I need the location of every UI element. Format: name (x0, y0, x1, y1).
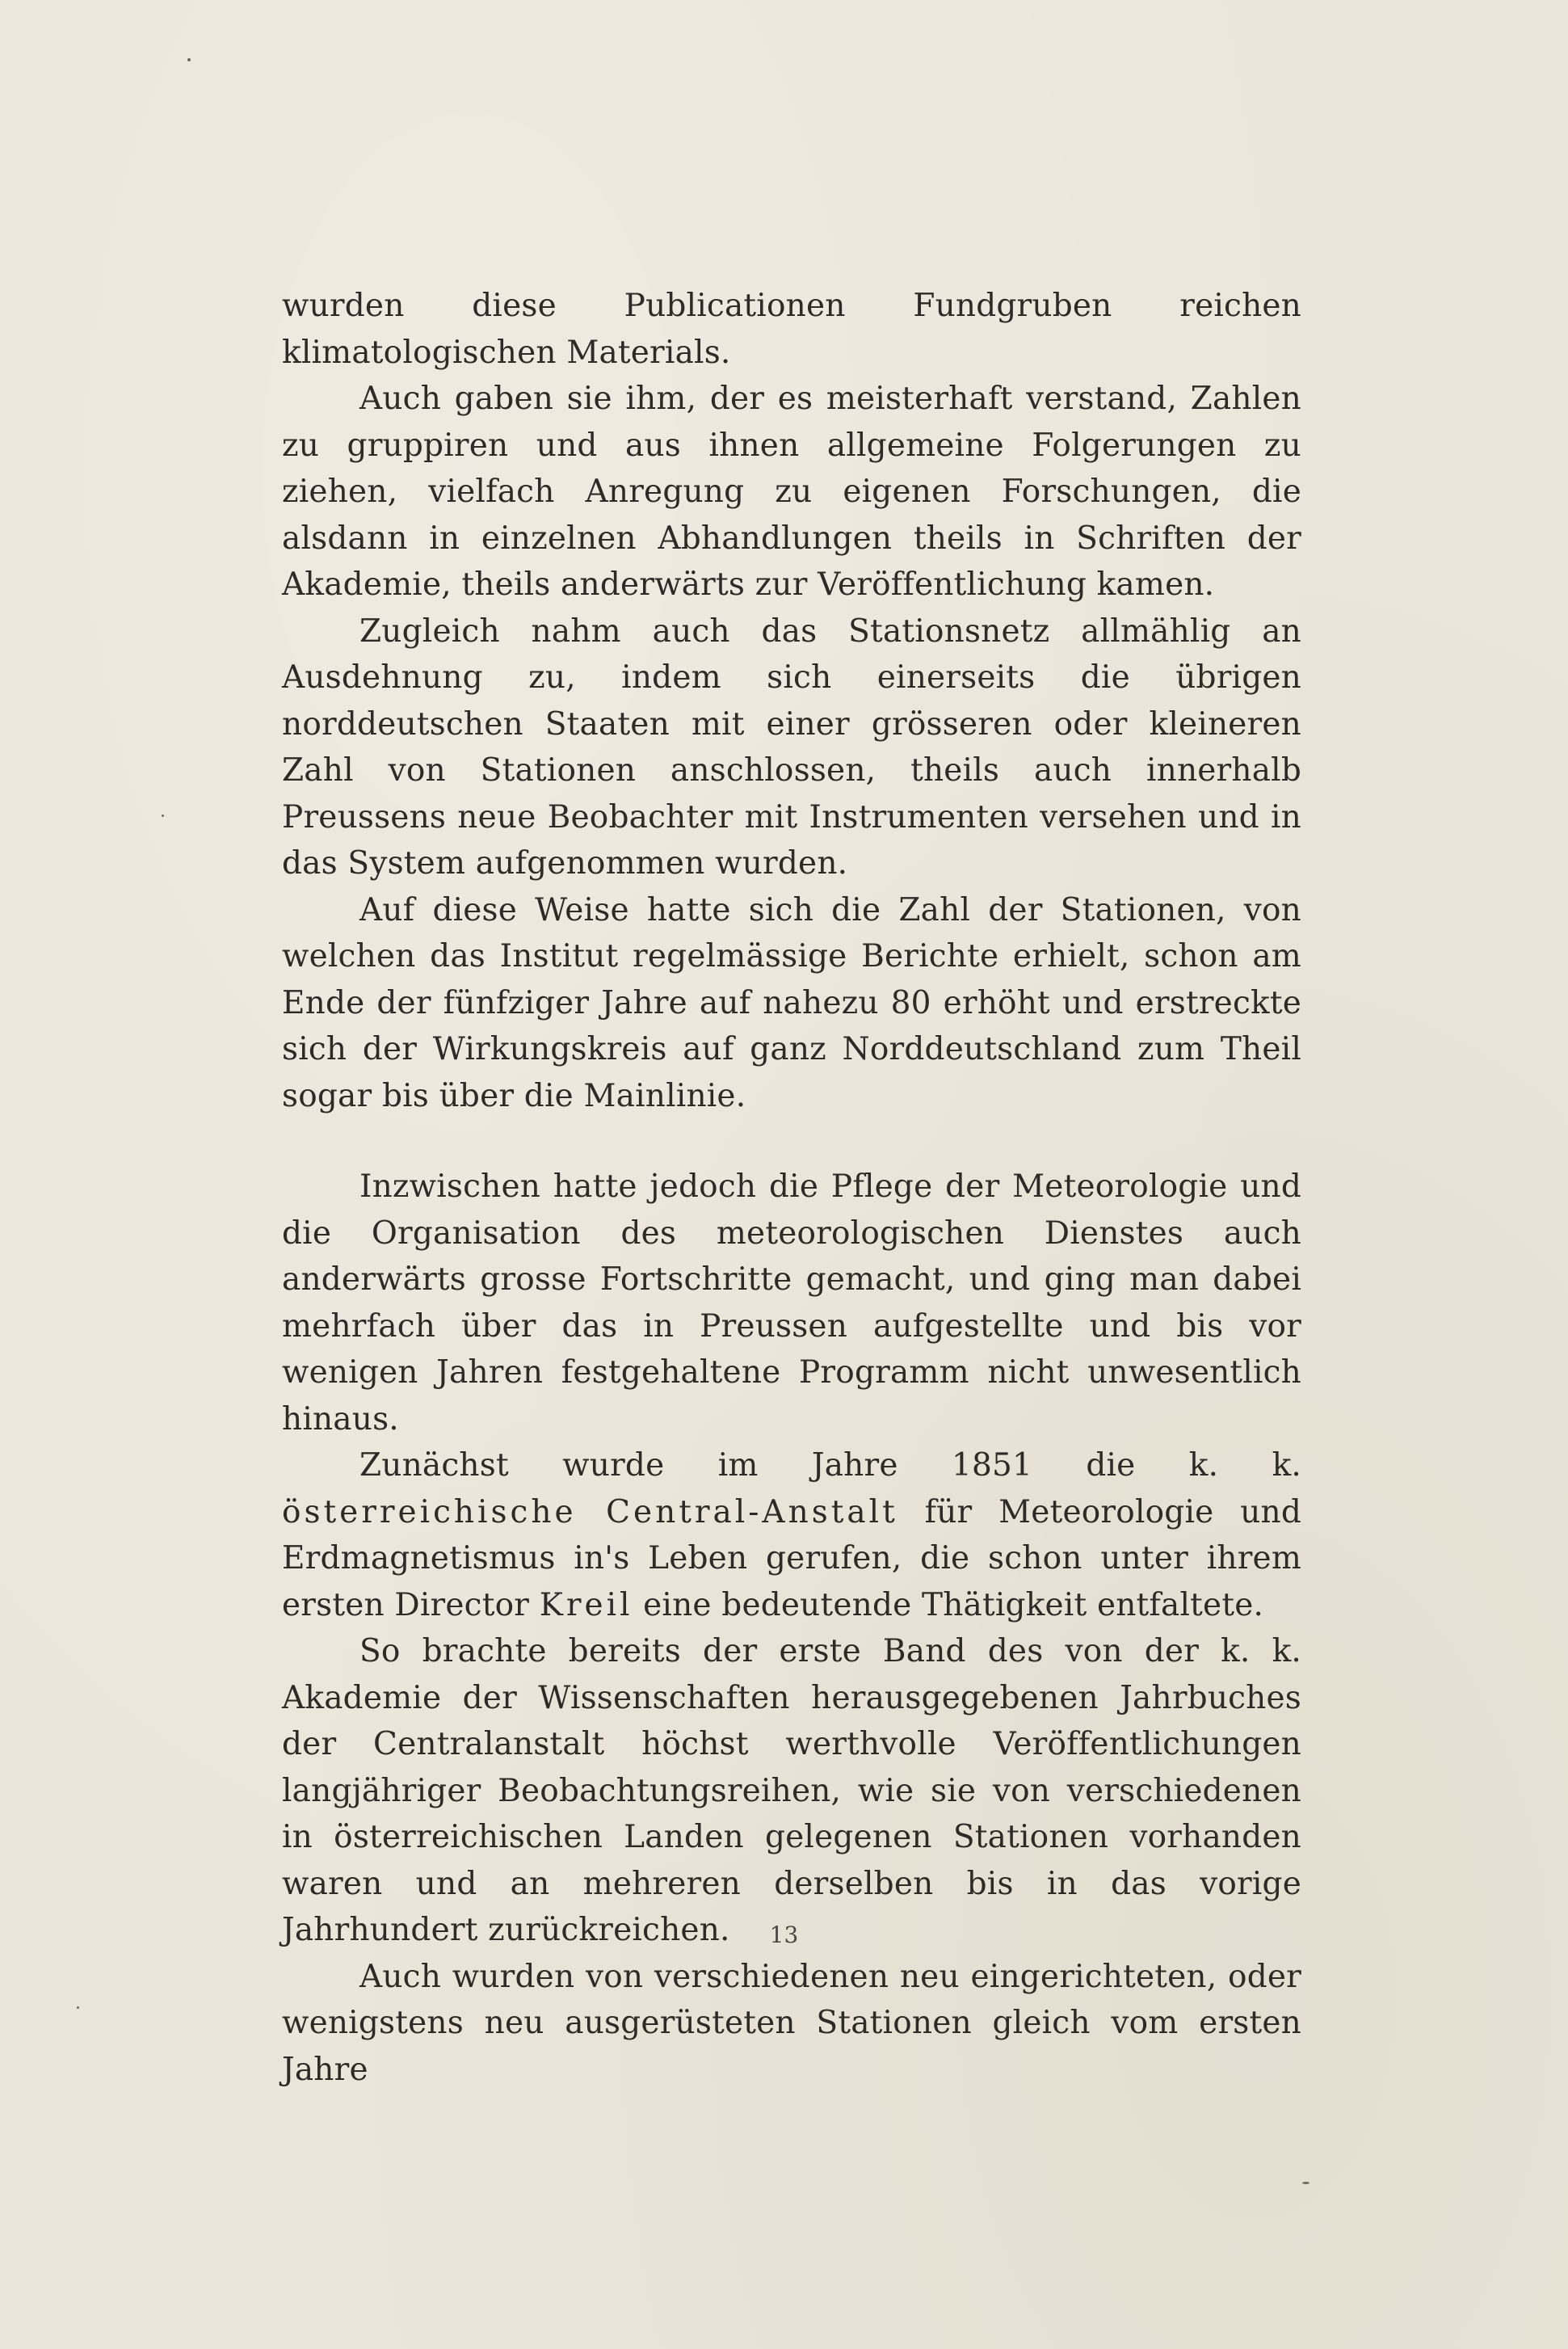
paper-speck (187, 58, 191, 61)
paragraph-4: Auf diese Weise hatte sich die Zahl der Stationen, von welchen das Institut regelmässige Berichte erhielt, schon am Ende der fünfziger Jahre auf nahezu 80 erhöht und erstreckte sich der Wirkungskreis auf ganz Norddeutschland zum Theil sogar bis über die Mainlinie. (282, 891, 1301, 1114)
paragraph-7: So brachte bereits der erste Band des von der k. k. Akademie der Wissenschaften herausgegebenen Jahrbuches der Centralanstalt höchst werthvolle Veröffentlichungen langjähriger Beobachtungsreihen, wie sie von verschiedenen in österreichischen Landen gelegenen Stationen vorhanden waren und an mehreren derselben bis in das vorige Jahrhundert zurückreichen. (282, 1633, 1301, 1948)
institution-name: österreichische Central-Anstalt (282, 1493, 898, 1530)
paragraph-1: wurden diese Publicationen Fundgruben reichen klimatologischen Materials. (282, 288, 1301, 371)
paragraph-8: Auch wurden von verschiedenen neu eingerichteten, oder wenigstens neu ausgerüsteten Stationen gleich vom ersten Jahre (282, 1958, 1301, 2088)
paragraph-6-part-c: für Meteorologie und Erdmagnetismus in's Leben gerufen, die schon unter ihrem ersten Director (282, 1493, 1301, 1623)
paragraph-6-part-e: eine bedeutende Thätigkeit entfaltete. (633, 1586, 1264, 1623)
paper-speck (77, 2006, 79, 2009)
paragraph-3: Zugleich nahm auch das Stationsnetz allmählig an Ausdehnung zu, indem sich einerseits die übrigen norddeutschen Staaten mit einer grösseren oder kleineren Zahl von Stationen anschlossen, theils auch innerhalb Preussens neue Beobachter mit Instrumenten versehen und in das System aufgenommen wurden. (282, 613, 1301, 882)
paragraph-6 (282, 1442, 1301, 1628)
paper-speck (162, 815, 164, 817)
paragraph-6-part-a: Zunächst wurde im Jahre 1851 die k. k. (359, 1447, 1301, 1484)
paper-speck (1302, 2182, 1309, 2184)
page-number: 13 (769, 1922, 799, 1948)
director-name: Kreil (539, 1586, 633, 1623)
body-text (282, 283, 1301, 2093)
paragraph-2: Auch gaben sie ihm, der es meisterhaft verstand, Zahlen zu gruppiren und aus ihnen allgemeine Folgerungen zu ziehen, vielfach Anregung zu eigenen Forschungen, die alsdann in einzelnen Abhandlungen theils in Schriften der Akademie, theils anderwärts zur Veröffentlichung kamen. (282, 381, 1301, 603)
paragraph-5: Inzwischen hatte jedoch die Pflege der Meteorologie und die Organisation des meteorologischen Dienstes auch anderwärts grosse Fortschritte gemacht, und ging man dabei mehrfach über das in Preussen aufgestellte und bis vor wenigen Jahren festgehaltene Programm nicht unwesentlich hinaus. (282, 1168, 1301, 1438)
